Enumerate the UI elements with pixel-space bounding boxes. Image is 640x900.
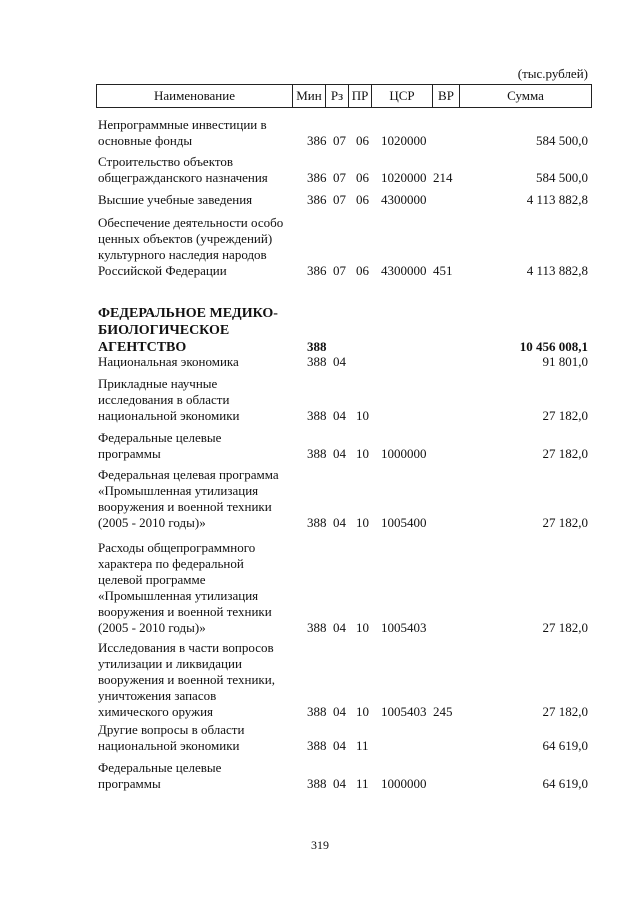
row-name [98,722,298,754]
row-pr: 10 [356,620,369,635]
header-sum: Сумма [460,85,592,108]
row-amount: 4 113 882,8 [526,192,588,207]
header-pr: ПР [349,85,372,108]
row-min: 388 [307,704,327,719]
row-min: 388 [307,339,327,354]
row-amount: 64 619,0 [542,776,588,791]
row-min: 388 [307,738,327,753]
row-name [98,305,298,356]
row-vr: 451 [433,263,453,278]
row-rz: 07 [333,192,346,207]
row-name-line: Строительство объектов [98,154,233,169]
page-number: 319 [311,838,329,852]
header-name: Наименование [97,85,293,108]
row-min: 388 [307,776,327,791]
row-csr: 1020000 [381,170,427,185]
table-row [0,430,640,462]
row-min: 386 [307,192,327,207]
row-pr: 10 [356,446,369,461]
row-min: 386 [307,263,327,278]
row-csr: 1005403 [381,620,427,635]
row-name-line: уничтожения запасов [98,688,217,703]
row-amount: 4 113 882,8 [526,263,588,278]
row-name-line: целевой программе [98,572,206,587]
row-name-line: Федеральная целевая программа [98,467,279,482]
row-min: 388 [307,408,327,423]
row-name-line: Непрограммные инвестиции в [98,117,267,132]
table-row [0,154,640,186]
row-amount: 64 619,0 [542,738,588,753]
row-name-line: «Промышленная утилизация [98,588,259,603]
row-name-line: национальной экономики [98,408,240,423]
row-name [98,760,298,792]
table-row [0,192,640,208]
row-amount: 27 182,0 [542,408,588,423]
row-csr: 1005400 [381,515,427,530]
row-csr: 1000000 [381,446,427,461]
units-label: (тыс.рублей) [517,66,588,81]
row-rz: 07 [333,170,346,185]
row-rz: 04 [333,354,346,369]
row-name [98,354,298,370]
row-amount: 27 182,0 [542,515,588,530]
row-name-line: Национальная экономика [98,354,239,369]
row-name-line: Федеральные целевые [98,430,222,445]
row-name-line: вооружения и военной техники [98,604,272,619]
row-name [98,430,298,462]
row-name-line: общегражданского назначения [98,170,268,185]
row-name-line: Прикладные научные [98,376,218,391]
row-amount: 27 182,0 [542,620,588,635]
header-csr: ЦСР [372,85,433,108]
row-amount: 584 500,0 [536,170,588,185]
row-rz: 04 [333,515,346,530]
row-pr: 06 [356,133,369,148]
row-min: 388 [307,354,327,369]
row-amount: 584 500,0 [536,133,588,148]
row-name-line: «Промышленная утилизация [98,483,259,498]
header-min: Мин [293,85,326,108]
row-name-line: Расходы общепрограммного [98,540,256,555]
row-name [98,540,298,636]
row-pr: 10 [356,408,369,423]
row-csr: 4300000 [381,263,427,278]
row-rz: 04 [333,620,346,635]
row-amount: 27 182,0 [542,446,588,461]
row-name-line: характера по федеральной [98,556,244,571]
row-name-line: программы [98,446,161,461]
row-pr: 06 [356,263,369,278]
header-rz: Рз [326,85,349,108]
row-rz: 04 [333,704,346,719]
row-name-line: национальной экономики [98,738,240,753]
row-rz: 07 [333,263,346,278]
table-header [96,84,592,108]
row-name [98,467,298,531]
row-amount: 27 182,0 [542,704,588,719]
row-name-line: культурного наследия народов [98,247,267,262]
row-name [98,117,298,149]
row-min: 386 [307,170,327,185]
row-name-line: Обеспечение деятельности особо [98,215,284,230]
row-name [98,215,298,279]
row-name-line: химического оружия [98,704,214,719]
row-name-line: ФЕДЕРАЛЬНОЕ МЕДИКО- [98,306,278,321]
row-min: 388 [307,620,327,635]
row-pr: 11 [356,776,369,791]
row-name-line: Другие вопросы в области [98,722,245,737]
row-pr: 11 [356,738,369,753]
row-name-line: программы [98,776,161,791]
row-name-line: основные фонды [98,133,193,148]
row-csr: 1020000 [381,133,427,148]
row-name [98,640,298,720]
row-name-line: Российской Федерации [98,263,227,278]
row-name-line: Исследования в части вопросов [98,640,274,655]
row-rz: 07 [333,133,346,148]
row-name [98,376,298,424]
row-name-line: АГЕНТСТВО [98,340,187,355]
table-row [0,467,640,531]
table-row [0,640,640,720]
row-rz: 04 [333,738,346,753]
table-row [0,760,640,792]
row-name-line: вооружения и военной техники [98,499,272,514]
table-row [0,305,640,356]
row-amount: 10 456 008,1 [519,339,588,354]
row-rz: 04 [333,408,346,423]
table-row [0,722,640,754]
row-vr: 245 [433,704,453,719]
row-name-line: Высшие учебные заведения [98,192,253,207]
row-pr: 06 [356,192,369,207]
table-row [0,540,640,636]
row-min: 386 [307,133,327,148]
row-name-line: (2005 - 2010 годы)» [98,620,206,635]
row-min: 388 [307,515,327,530]
row-min: 388 [307,446,327,461]
row-amount: 91 801,0 [542,354,588,369]
table-row [0,215,640,279]
table-row [0,376,640,424]
row-name-line: исследования в области [98,392,230,407]
row-name-line: БИОЛОГИЧЕСКОЕ [98,323,230,338]
row-pr: 10 [356,704,369,719]
table-row [0,354,640,370]
row-pr: 06 [356,170,369,185]
table-row [0,117,640,149]
row-csr: 1005403 [381,704,427,719]
row-name-line: вооружения и военной техники, [98,672,275,687]
row-name-line: ценных объектов (учреждений) [98,231,273,246]
row-rz: 04 [333,446,346,461]
row-pr: 10 [356,515,369,530]
row-csr: 4300000 [381,192,427,207]
row-vr: 214 [433,170,453,185]
row-name-line: утилизации и ликвидации [98,656,242,671]
row-csr: 1000000 [381,776,427,791]
row-name-line: Федеральные целевые [98,760,222,775]
row-name-line: (2005 - 2010 годы)» [98,515,206,530]
header-vr: ВР [433,85,460,108]
row-name [98,154,298,186]
row-name [98,192,298,208]
row-rz: 04 [333,776,346,791]
